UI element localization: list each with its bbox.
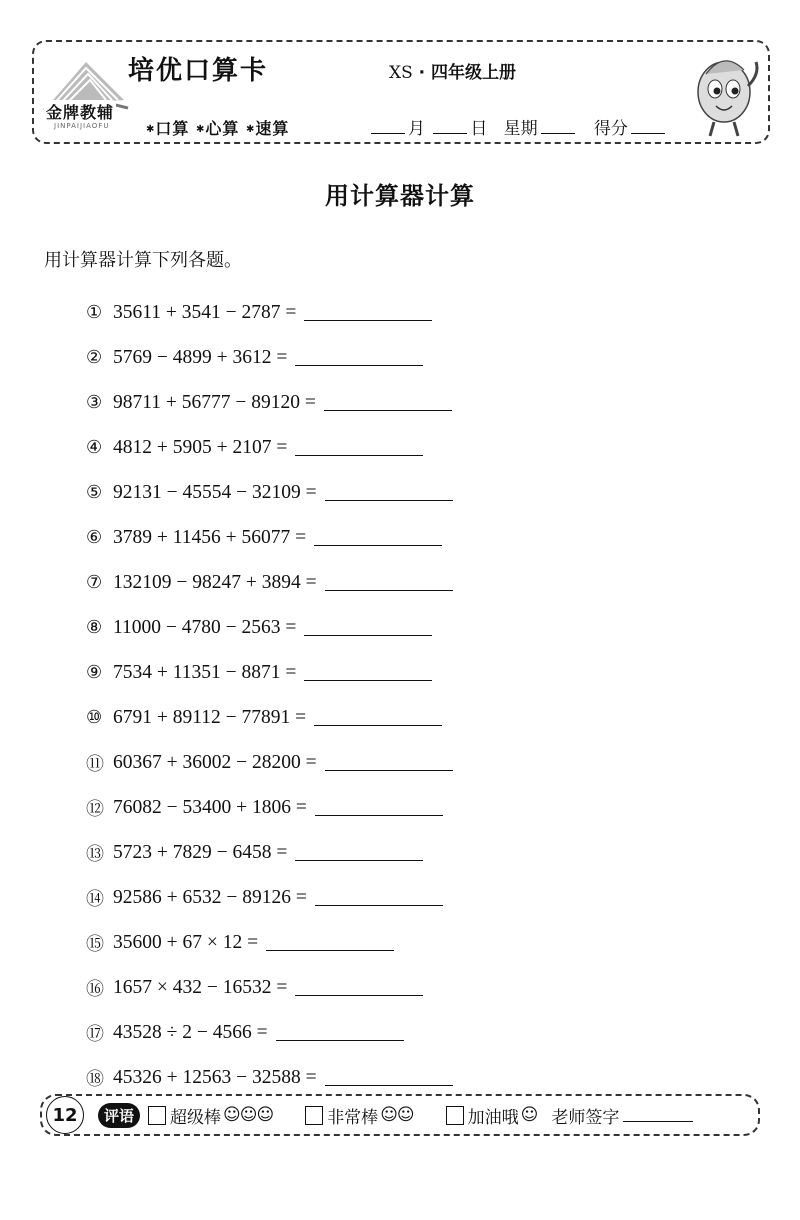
answer-blank[interactable]	[304, 635, 432, 636]
problem-number: ③	[86, 392, 103, 413]
problem-row	[86, 965, 453, 1010]
problem-number: ④	[86, 437, 103, 458]
signature-blank[interactable]	[623, 1121, 693, 1122]
series-code: XS	[389, 63, 413, 83]
problem-number: ⑦	[86, 572, 103, 593]
option-very-good[interactable]	[305, 1103, 413, 1128]
mode-oral: 口算	[155, 119, 190, 138]
problem-number: ⑤	[86, 482, 103, 503]
checkbox-super[interactable]	[148, 1106, 166, 1125]
answer-blank[interactable]	[276, 1040, 404, 1041]
evaluation-footer	[40, 1094, 760, 1136]
answer-blank[interactable]	[295, 455, 423, 456]
problem-expression: 1657 × 432 − 16532 =	[113, 976, 288, 998]
answer-blank[interactable]	[325, 500, 453, 501]
problem-expression: 43528 ÷ 2 − 4566 =	[113, 1021, 268, 1043]
answer-blank[interactable]	[315, 815, 443, 816]
answer-blank[interactable]	[304, 680, 432, 681]
problem-expression: 92586 + 6532 − 89126 =	[113, 886, 307, 908]
problem-number: ⑱	[86, 1068, 104, 1090]
mode-speed: 速算	[255, 119, 290, 138]
answer-blank[interactable]	[324, 410, 452, 411]
answer-blank[interactable]	[295, 365, 423, 366]
problem-number: ②	[86, 347, 103, 368]
answer-blank[interactable]	[295, 995, 423, 996]
problem-number: ⑫	[86, 798, 104, 820]
page-number: 12	[46, 1096, 84, 1134]
problem-expression: 60367 + 36002 − 28200 =	[113, 751, 317, 773]
problem-expression: 132109 − 98247 + 3894 =	[113, 571, 317, 593]
logo-subtext: JINPAIJIAOFU	[54, 122, 110, 130]
problem-number: ⑪	[86, 753, 104, 775]
weekday-label: 星期	[503, 119, 538, 139]
problem-row	[86, 830, 453, 875]
series-label	[389, 58, 516, 83]
option-keep-going[interactable]	[446, 1103, 538, 1128]
problem-expression: 76082 − 53400 + 1806 =	[113, 796, 307, 818]
smiley-icon: ☺☺☺	[223, 1105, 274, 1125]
problem-number: ⑭	[86, 888, 104, 910]
problem-number: ⑧	[86, 617, 103, 638]
problem-row	[86, 695, 453, 740]
checkbox-keep-going[interactable]	[446, 1106, 464, 1125]
mode-mental: 心算	[205, 119, 240, 138]
problem-row	[86, 560, 453, 605]
problem-number: ⑮	[86, 933, 104, 955]
answer-blank[interactable]	[325, 1085, 453, 1086]
problem-row	[86, 290, 453, 335]
problem-row	[86, 920, 453, 965]
checkbox-very-good[interactable]	[305, 1106, 323, 1125]
brand-title: 培优口算卡	[128, 56, 269, 86]
option-super-label: 超级棒	[170, 1107, 222, 1128]
score-blank[interactable]	[631, 133, 665, 134]
mascot-icon	[684, 44, 764, 140]
option-keep-going-label: 加油哦	[467, 1107, 519, 1128]
day-label: 日	[470, 119, 488, 139]
problem-row	[86, 740, 453, 785]
problem-number: ⑯	[86, 978, 104, 1000]
problem-row	[86, 650, 453, 695]
answer-blank[interactable]	[266, 950, 394, 951]
score-label: 得分	[593, 119, 628, 139]
problem-row	[86, 875, 453, 920]
weekday-blank[interactable]	[541, 133, 575, 134]
problem-expression: 92131 − 45554 − 32109 =	[113, 481, 317, 503]
problem-expression: 98711 + 56777 − 89120 =	[113, 391, 316, 413]
problem-number: ⑬	[86, 843, 104, 865]
logo-text: 金牌教辅	[44, 100, 116, 123]
problem-number: ⑥	[86, 527, 103, 548]
answer-blank[interactable]	[295, 860, 423, 861]
evaluation-label: 评语	[98, 1103, 140, 1128]
problem-expression: 5723 + 7829 − 6458 =	[113, 841, 288, 863]
series-grade: 四年级上册	[431, 63, 517, 83]
month-label: 月	[408, 119, 425, 139]
problem-expression: 5769 − 4899 + 3612 =	[113, 346, 288, 368]
answer-blank[interactable]	[325, 770, 453, 771]
answer-blank[interactable]	[325, 590, 453, 591]
problem-row	[86, 515, 453, 560]
day-blank[interactable]	[433, 133, 467, 134]
problem-expression: 3789 + 11456 + 56077 =	[113, 526, 307, 548]
problem-row	[86, 785, 453, 830]
month-blank[interactable]	[371, 133, 405, 134]
problem-number: ①	[86, 302, 103, 323]
problem-number: ⑨	[86, 662, 103, 683]
instruction-text: 用计算器计算下列各题。	[44, 250, 242, 271]
option-super[interactable]	[148, 1103, 273, 1128]
problem-expression: 45326 + 12563 − 32588 =	[113, 1066, 317, 1088]
problem-row	[86, 605, 453, 650]
problem-expression: 11000 − 4780 − 2563 =	[113, 616, 297, 638]
smiley-icon: ☺	[520, 1105, 538, 1125]
problem-row	[86, 1010, 453, 1055]
page-title: 用计算器计算	[325, 182, 475, 210]
problem-list	[86, 290, 453, 1100]
series-separator: ·	[412, 63, 432, 83]
answer-blank[interactable]	[304, 320, 432, 321]
problem-number: ⑩	[86, 707, 103, 728]
date-score-line	[368, 114, 668, 139]
answer-blank[interactable]	[314, 725, 442, 726]
option-very-good-label: 非常棒	[327, 1107, 379, 1128]
answer-blank[interactable]	[314, 545, 442, 546]
problem-row	[86, 335, 453, 380]
problem-expression: 7534 + 11351 − 8871 =	[113, 661, 297, 683]
problem-expression: 4812 + 5905 + 2107 =	[113, 436, 288, 458]
problem-number: ⑰	[86, 1023, 104, 1045]
problem-row	[86, 470, 453, 515]
calc-modes: ✱口算 ✱心算 ✱速算	[146, 119, 290, 138]
header-card	[32, 40, 770, 144]
teacher-signature-label: 老师签字	[551, 1107, 620, 1128]
smiley-icon: ☺☺	[380, 1105, 414, 1125]
problem-row	[86, 380, 453, 425]
problem-expression: 35600 + 67 × 12 =	[113, 931, 259, 953]
answer-blank[interactable]	[315, 905, 443, 906]
problem-expression: 35611 + 3541 − 2787 =	[113, 301, 297, 323]
problem-expression: 6791 + 89112 − 77891 =	[113, 706, 307, 728]
problem-row	[86, 425, 453, 470]
